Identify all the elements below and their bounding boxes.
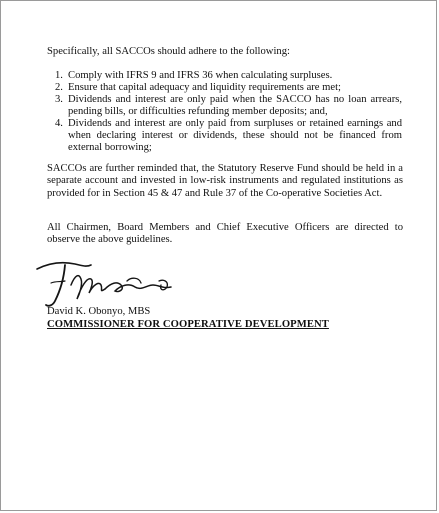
requirement-item	[55, 94, 402, 118]
directive-paragraph: All Chairmen, Board Members and Chief Executive Officers are directed to observe the above guidelines.	[47, 222, 403, 246]
requirement-number: 3.	[55, 94, 63, 105]
requirements-list	[55, 70, 402, 154]
requirement-text: Dividends and interest are only paid when the SACCO has no loan arrears, pending bills, or difficulties refunding member deposits; and,	[68, 94, 402, 117]
requirement-text: Dividends and interest are only paid from surpluses or retained earnings and when declaring interest or dividends, these should not be financed from external borrowing;	[68, 118, 402, 153]
requirement-text: Ensure that capital adequacy and liquidity requirements are met;	[68, 82, 341, 93]
signatory-name: David K. Obonyo, MBS	[47, 306, 151, 317]
requirement-number: 1.	[55, 70, 63, 81]
requirement-item	[55, 118, 402, 154]
requirement-item	[55, 70, 402, 82]
intro-text: Specifically, all SACCOs should adhere to the following:	[47, 46, 290, 57]
requirement-number: 4.	[55, 118, 63, 129]
reserve-fund-paragraph: SACCOs are further reminded that, the Statutory Reserve Fund should be held in a separate account and invested in low-risk instruments and regulated institutions as provided for in Section 45 & 47 and Rule 37 of the Co-operative Societies Act.	[47, 163, 403, 199]
signatory-title: COMMISSIONER FOR COOPERATIVE DEVELOPMENT	[47, 319, 329, 330]
requirement-number: 2.	[55, 82, 63, 93]
handwritten-signature	[31, 255, 191, 311]
requirement-text: Comply with IFRS 9 and IFRS 36 when calculating surpluses.	[68, 70, 333, 81]
requirement-item	[55, 82, 402, 94]
